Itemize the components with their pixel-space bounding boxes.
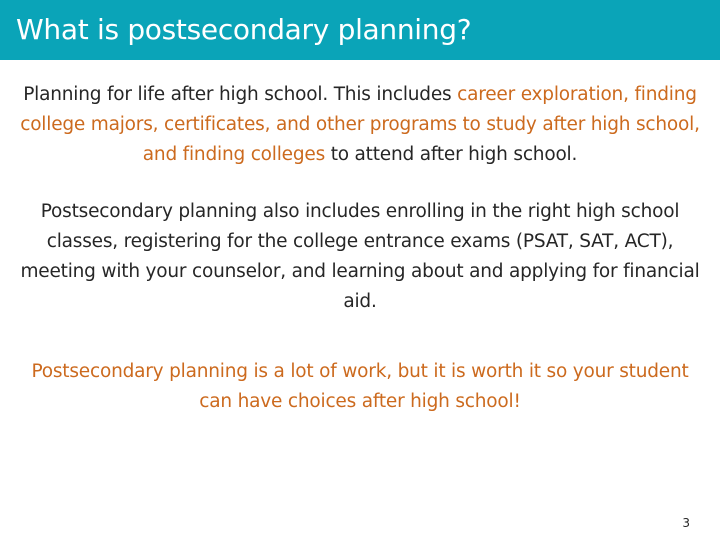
topics-highlight: career exploration, finding college majors, certificates, and other programs to study after high school, and finding colleges [20,84,700,165]
intro-text-end: to attend after high school. [325,144,578,165]
details-paragraph: Postsecondary planning also includes enrolling in the right high school classes, registering for the college entrance exams (PSAT, SAT, ACT), meeting with your counselor, and learning about and applying for financial aid. [20,201,700,312]
intro-text-start: Planning for life after high school. This includes [23,84,458,105]
slide-title: What is postsecondary planning? [16,13,472,46]
intro-paragraph [10,80,710,170]
page-number: 3 [682,516,690,530]
slide-content [0,80,720,417]
title-bar [0,0,720,60]
closing-paragraph: Postsecondary planning is a lot of work, but it is worth it so your student can have choices after high school! [31,361,689,412]
